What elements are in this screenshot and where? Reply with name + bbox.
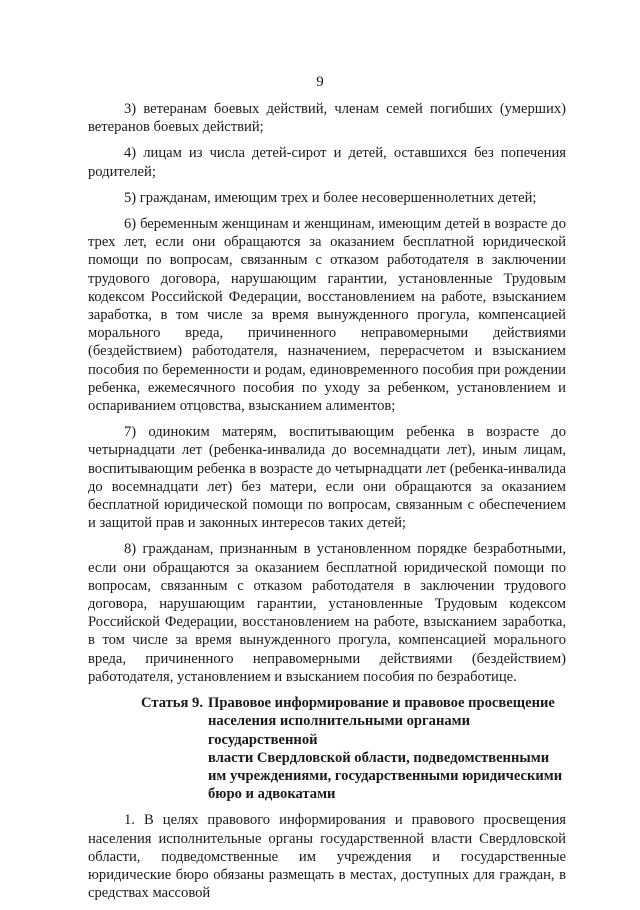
article-label: Статья 9.	[141, 695, 203, 712]
article-title-line: бюро и адвокатами	[208, 786, 336, 803]
article-title-line: Правовое информирование и правовое просвещение	[208, 695, 555, 712]
paragraph-article-9-part-1: 1. В целях правового информирования и правового просвещения населения исполнительные органы государственной власти Свердловской области, подведомственные им учреждения и государственные юридические бюро обязаны размещать в местах, доступных для граждан, в средствах массовой	[88, 812, 566, 902]
article-title	[208, 694, 566, 803]
article-title-line: населения исполнительными органами государственной	[208, 713, 471, 748]
document-body	[88, 100, 566, 910]
page-number: 9	[316, 74, 324, 90]
paragraph-item-8: 8) гражданам, признанным в установленном порядке безработными, если они обращаются за оказанием бесплатной юридической помощи по вопросам, связанным с отказом работодателя в заключении трудового договора, нарушающим гарантии, установленные Трудовым кодексом Российской Федерации, восстановлением на работе, взысканием заработка, в том числе за время вынужденного прогула, компенсацией морального вреда, причиненного неправомерными действиями (бездействием) работодателя, установлением и взысканием пособия по безработице.	[88, 541, 566, 685]
paragraph-item-3: 3) ветеранам боевых действий, членам семей погибших (умерших) ветеранов боевых действий;	[88, 101, 566, 136]
article-title-line: им учреждениями, государственными юридическими	[208, 767, 563, 784]
article-heading	[88, 694, 566, 803]
paragraph-item-7: 7) одиноким матерям, воспитывающим ребенка в возрасте до четырнадцати лет (ребенка-инвалида до восемнадцати лет), иным лицам, воспитывающим ребенка в возрасте до четырнадцати лет (ребенка-инвалида до восемнадцати лет) без матери, если они обращаются за оказанием бесплатной юридической помощи по вопросам, связанным с обеспечением и защитой прав и законных интересов таких детей;	[88, 424, 566, 532]
paragraph-item-4: 4) лицам из числа детей-сирот и детей, оставшихся без попечения родителей;	[88, 145, 566, 180]
paragraph-item-6: 6) беременным женщинам и женщинам, имеющим детей в возрасте до трех лет, если они обращаются за оказанием бесплатной юридической помощи по вопросам, связанным с отказом работодателя в заключении трудового договора, нарушающим гарантии, установленные Трудовым кодексом Российской Федерации, восстановлением на работе, взысканием заработка, в том числе за время вынужденного прогула, компенсацией морального вреда, причиненного неправомерными действиями (бездействием) работодателя, назначением, перерасчетом и взысканием пособия по беременности и родам, единовременного пособия при рождении ребенка, ежемесячного пособия по уходу за ребенком, установлением и оспариванием отцовства, взысканием алиментов;	[88, 216, 566, 415]
paragraph-item-5: 5) гражданам, имеющим трех и более несовершеннолетних детей;	[124, 189, 537, 206]
article-title-line: власти Свердловской области, подведомственными	[208, 749, 550, 766]
